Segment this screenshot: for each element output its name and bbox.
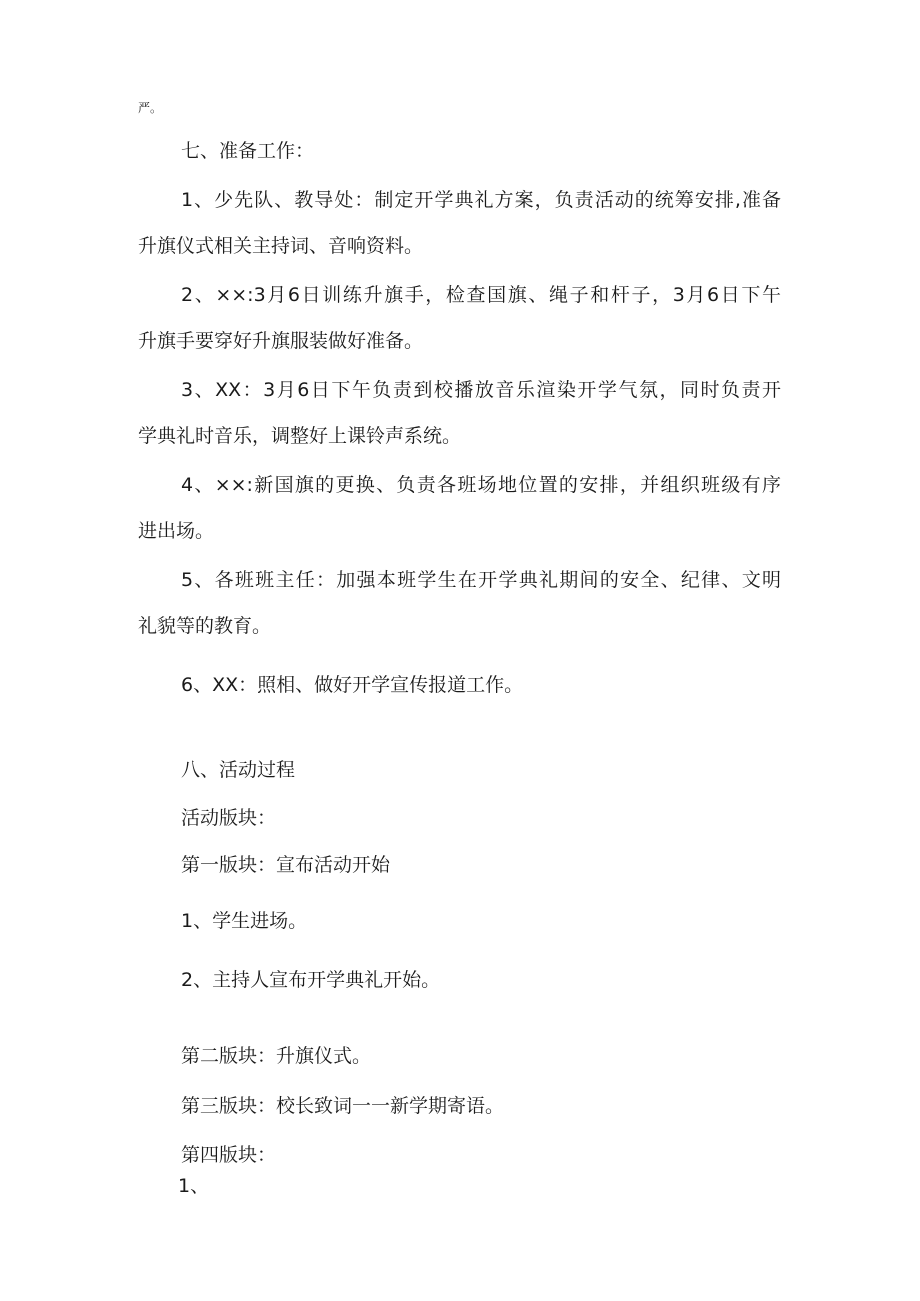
paragraph-line: 2、××:3月6日训练升旗手，检查国旗、绳子和杆子，3月6日下午 [181,284,781,306]
paragraph-line: 学典礼时音乐，调整好上课铃声系统。 [138,425,462,447]
paragraph-line: 升旗手要穿好升旗服装做好准备。 [138,330,424,352]
paragraph-line: 进出场。 [138,520,215,542]
block-heading: 第三版块：校长致词一一新学期寄语。 [181,1095,505,1117]
paragraph-line: 升旗仪式相关主持词、音响资料。 [138,235,424,257]
list-item: 1、 [178,1175,210,1197]
paragraph-line: 1、少先队、教导处：制定开学典礼方案，负责活动的统筹安排,准备 [181,189,781,211]
section-heading: 八、活动过程 [181,759,296,781]
section-heading: 七、准备工作： [181,140,315,162]
sub-heading: 活动版块： [181,807,277,829]
block-heading: 第一版块：宣布活动开始 [181,854,391,876]
paragraph-line: 6、XX：照相、做好开学宣传报道工作。 [181,674,524,696]
paragraph-line: 3、XX：3月6日下午负责到校播放音乐渲染开学气氛，同时负责开 [181,379,781,401]
text-fragment: 严。 [138,101,163,115]
list-item: 1、学生进场。 [181,910,308,932]
paragraph-line: 4、××:新国旗的更换、负责各班场地位置的安排，并组织班级有序 [181,474,781,496]
block-heading: 第二版块：升旗仪式。 [181,1045,372,1067]
block-heading: 第四版块： [181,1144,277,1166]
paragraph-line: 礼貌等的教育。 [138,615,272,637]
paragraph-line: 5、各班班主任：加强本班学生在开学典礼期间的安全、纪律、文明 [181,569,781,591]
list-item: 2、主持人宣布开学典礼开始。 [181,969,441,991]
